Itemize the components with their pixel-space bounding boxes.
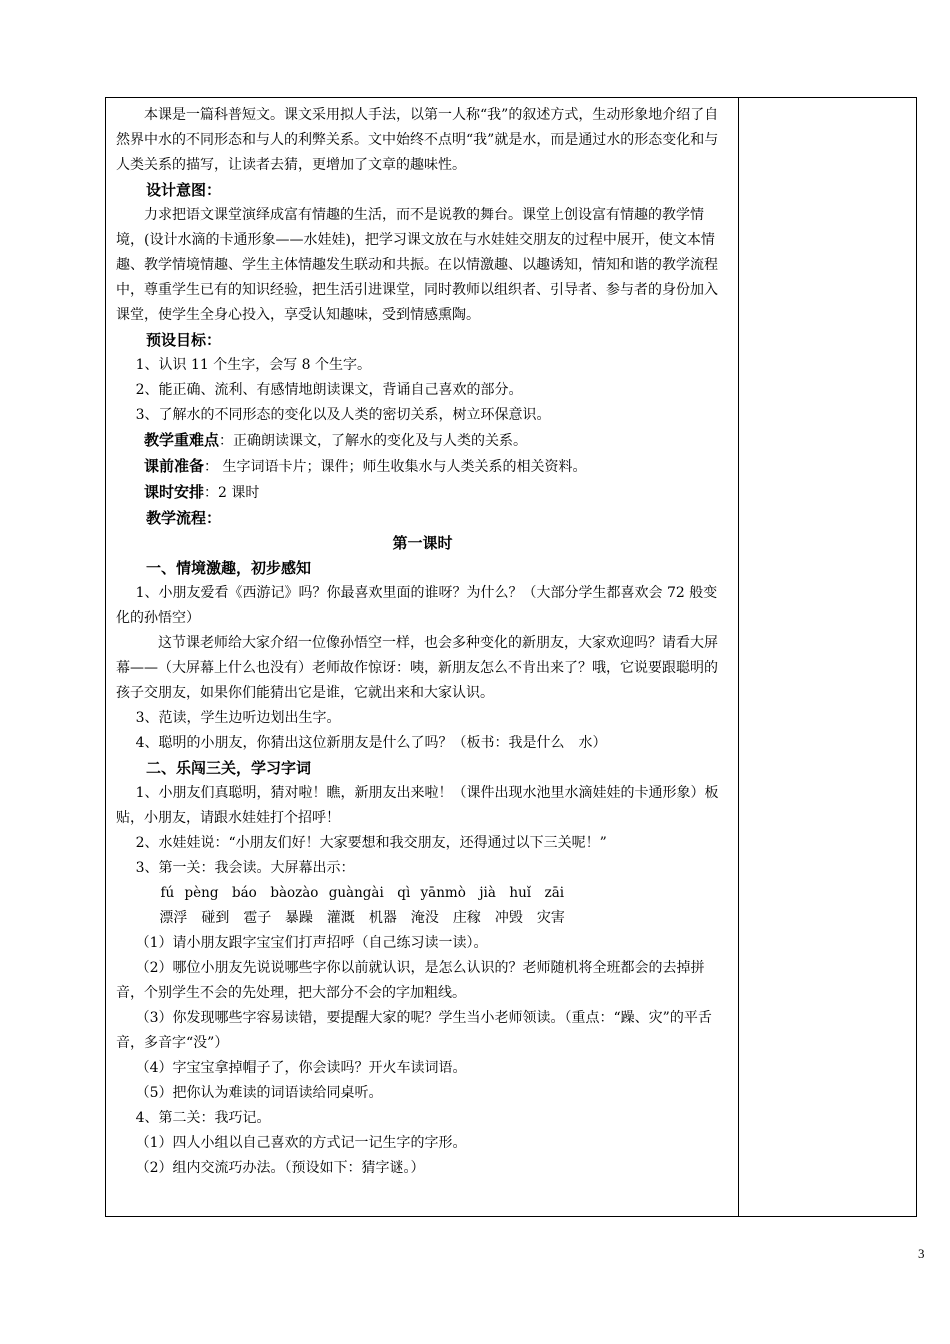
key-points-label: 教学重难点 [144, 431, 220, 449]
notes-cell [739, 98, 916, 1216]
schedule-text: ：2 课时 [204, 485, 260, 501]
section-two-heading: 二、乐闯三关，学习字词 [146, 759, 312, 777]
pinyin-row: fú pèng báo bàozào guàngài qì yānmò jià huǐ zāi [160, 885, 565, 901]
step-paragraph: 3、第一关：我会读。大屏幕出示： [135, 860, 355, 876]
preparation-text: ： 生字词语卡片；课件；师生收集水与人类关系的相关资料。 [204, 459, 587, 475]
page-number: 3 [918, 1246, 925, 1261]
design-intent-heading: 设计意图： [146, 181, 222, 199]
step-paragraph: 4、第二关：我巧记。 [135, 1110, 271, 1126]
preparation-line [116, 454, 729, 480]
sub-step: （2）哪位小朋友先说说哪些字你以前就认识，是怎么认识的？老师随机将全班都会的去掉拼音，个别学生不会的先处理，把大部分不会的字加粗线。 [116, 960, 705, 1001]
lesson-content [106, 98, 738, 1181]
intro-paragraph: 本课是一篇科普短文。课文采用拟人手法，以第一人称“我”的叙述方式，生动形象地介绍了自然界中水的不同形态和与人的利弊关系。文中始终不点明“我”就是水，而是通过水的形态变化和与人类关系的描写，让读者去猜，更增加了文章的趣味性。 [116, 107, 719, 173]
sub-step: （3）你发现哪些字容易读错，要提醒大家的呢？学生当小老师领读。（重点：“躁、灾”的平舌音，多音字“没”） [116, 1010, 712, 1051]
key-points-line [116, 428, 729, 454]
goal-item: 2、能正确、流利、有感情地朗读课文，背诵自己喜欢的部分。 [135, 382, 523, 398]
step-paragraph: 3、范读，学生边听边划出生字。 [135, 710, 341, 726]
section-one-heading: 一、情境激趣，初步感知 [146, 559, 312, 577]
sub-step: （1）请小朋友跟字宝宝们打声招呼（自己练习读一读）。 [135, 935, 488, 951]
lesson-table [105, 97, 917, 1217]
sub-step: （4）字宝宝拿掉帽子了，你会读吗？开火车读词语。 [135, 1060, 467, 1076]
schedule-line [116, 480, 729, 506]
goal-item: 3、了解水的不同形态的变化以及人类的密切关系，树立环保意识。 [135, 407, 551, 423]
sub-step: （1）四人小组以自己喜欢的方式记一记生字的字形。 [135, 1135, 467, 1151]
step-paragraph: 这节课老师给大家介绍一位像孙悟空一样，也会多种变化的新朋友，大家欢迎吗？请看大屏幕——（大屏幕上什么也没有）老师故作惊讶：咦，新朋友怎么不肯出来了？哦，它说要跟聪明的孩子交朋友，如果你们能猜出它是谁，它就出来和大家认识。 [116, 635, 718, 701]
key-points-text: ：正确朗读课文，了解水的变化及与人类的关系。 [219, 433, 528, 449]
sub-step: （2）组内交流巧办法。（预设如下：猜字谜。） [135, 1160, 425, 1176]
vocabulary-row: 漂浮 碰到 雹子 暴躁 灌溉 机器 淹没 庄稼 冲毁 灾害 [159, 910, 565, 926]
schedule-label: 课时安排 [144, 483, 205, 501]
content-cell [106, 98, 739, 1216]
goals-heading: 预设目标： [146, 331, 222, 349]
step-paragraph: 1、小朋友们真聪明，猜对啦！瞧，新朋友出来啦！（课件出现水池里水滴娃娃的卡通形象）板贴，小朋友，请跟水娃娃打个招呼！ [116, 785, 719, 826]
step-paragraph: 1、小朋友爱看《西游记》吗？你最喜欢里面的谁呀？为什么？（大部分学生都喜欢会 72 般变化的孙悟空） [116, 585, 718, 626]
preparation-label: 课前准备 [144, 457, 205, 475]
step-paragraph: 2、水娃娃说：“小朋友们好！大家要想和我交朋友，还得通过以下三关呢！” [135, 835, 607, 851]
process-heading: 教学流程： [146, 509, 222, 527]
design-intent-paragraph: 力求把语文课堂演绎成富有情趣的生活，而不是说教的舞台。课堂上创设富有情趣的教学情境，(设计水滴的卡通形象——水娃娃)，把学习课文放在与水娃娃交朋友的过程中展开，使文本情趣、教学情境情趣、学生主体情趣发生联动和共振。在以情激趣、以趣诱知，情知和谐的教学流程中，尊重学生已有的知识经验，把生活引进课堂，同时教师以组织者、引导者、参与者的身份加入课堂，使学生全身心投入，享受认知趣味，受到情感熏陶。 [116, 207, 718, 323]
first-lesson-title: 第一课时 [392, 534, 453, 552]
step-paragraph: 4、聪明的小朋友，你猜出这位新朋友是什么了吗？（板书：我是什么 水） [135, 735, 607, 751]
sub-step: （5）把你认为难读的词语读给同桌听。 [135, 1085, 383, 1101]
goal-item: 1、认识 11 个生字，会写 8 个生字。 [135, 357, 372, 373]
